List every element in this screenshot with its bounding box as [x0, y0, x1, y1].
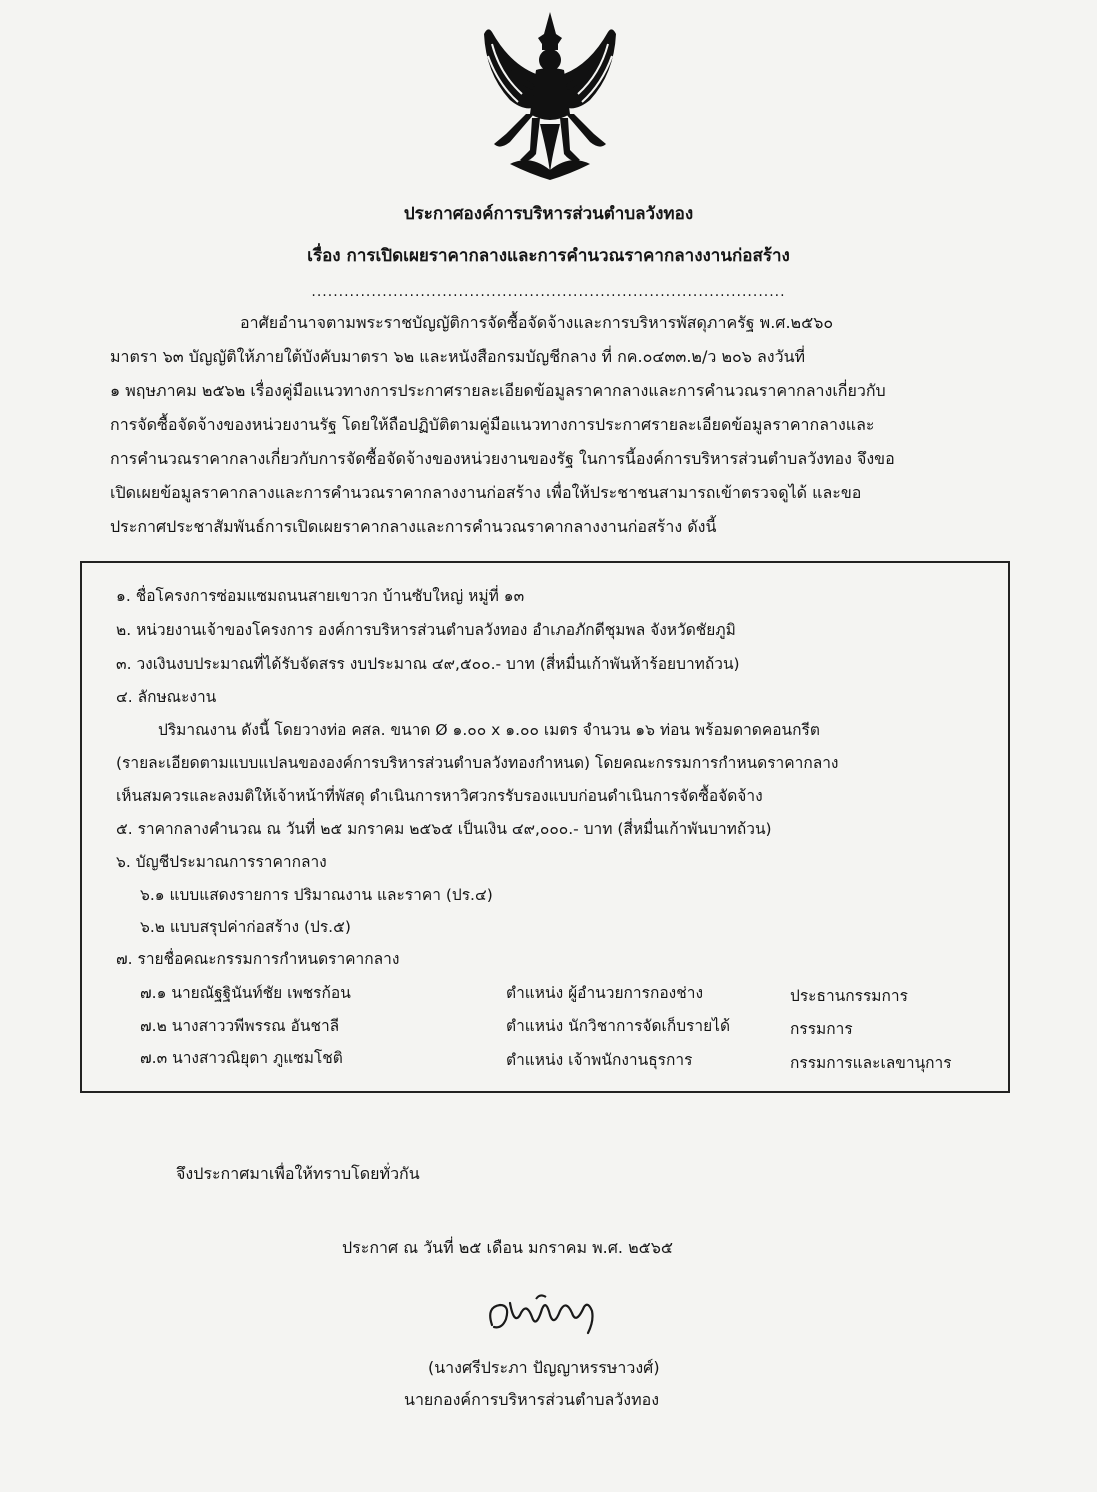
intro-line: ประกาศประชาสัมพันธ์การเปิดเผยราคากลางและการคำนวณราคากลางงานก่อสร้าง ดังนี้: [110, 517, 717, 536]
signature-icon: [480, 1285, 610, 1345]
intro-line: การคำนวณราคากลางเกี่ยวกับการจัดซื้อจัดจ้างของหน่วยงานของรัฐ ในการนี้องค์การบริหารส่วนตำบลวังทอง จึงขอ: [110, 449, 895, 468]
garuda-emblem-icon: [470, 4, 630, 184]
separator-dots: .......................................................................................: [311, 284, 786, 300]
committee-member-name: ๗.๓ นางสาวณิยุตา ภูแซมโชติ: [140, 1049, 343, 1067]
announcement-date: ประกาศ ณ วันที่ ๒๕ เดือน มกราคม พ.ศ. ๒๕๖๕: [342, 1238, 674, 1257]
intro-line: อาศัยอำนาจตามพระราชบัญญัติการจัดซื้อจัดจ้างและการบริหารพัสดุภาครัฐ พ.ศ.๒๕๖๐: [240, 313, 834, 332]
committee-member-name: ๗.๑ นายณัฐฐินันท์ชัย เพชรก้อน: [140, 984, 351, 1002]
estimate-subitem: ๖.๑ แบบแสดงรายการ ปริมาณงาน และราคา (ปร.๔): [140, 886, 493, 904]
announcement-title: ประกาศองค์การบริหารส่วนตำบลวังทอง: [403, 204, 694, 224]
work-description-line: เห็นสมควรและลงมติให้เจ้าหน้าที่พัสดุ ดำเนินการหาวิศวกรรับรองแบบก่อนดำเนินการจัดซื้อจัดจ้าง: [116, 787, 763, 805]
signatory-title: นายกองค์การบริหารส่วนตำบลวังทอง: [404, 1390, 660, 1409]
committee-header-item: ๗. รายชื่อคณะกรรมการกำหนดราคากลาง: [116, 950, 400, 968]
project-details-box: [80, 561, 1010, 1093]
intro-paragraph: [110, 306, 1010, 544]
committee-member-role: ประธานกรรมการ: [790, 987, 908, 1005]
intro-line: เปิดเผยข้อมูลราคากลางและการคำนวณราคากลางงานก่อสร้าง เพื่อให้ประชาชนสามารถเข้าตรวจดูได้ และขอ: [110, 483, 862, 502]
committee-member-role: กรรมการและเลขานุการ: [790, 1054, 952, 1072]
committee-member-position: ตำแหน่ง ผู้อำนวยการกองช่าง: [506, 984, 704, 1002]
announcement-subject: เรื่อง การเปิดเผยราคากลางและการคำนวณราคากลางงานก่อสร้าง: [307, 246, 790, 266]
estimate-subitem: ๖.๒ แบบสรุปค่าก่อสร้าง (ปร.๕): [140, 918, 351, 936]
committee-member-position: ตำแหน่ง เจ้าพนักงานธุรการ: [506, 1051, 693, 1069]
intro-line: มาตรา ๖๓ บัญญัติให้ภายใต้บังคับมาตรา ๖๒ และหนังสือกรมบัญชีกลาง ที่ กค.๐๔๓๓.๒/ว ๒๐๖ ลงวันที่: [110, 347, 806, 366]
signatory-name: (นางศรีประภา ปัญญาหรรษาวงศ์): [428, 1358, 660, 1377]
closing-statement: จึงประกาศมาเพื่อให้ทราบโดยทั่วกัน: [176, 1164, 420, 1183]
median-price-item: ๕. ราคากลางคำนวณ ณ วันที่ ๒๕ มกราคม ๒๕๖๕ เป็นเงิน ๔๙,๐๐๐.- บาท (สี่หมื่นเก้าพันบาทถ้วน): [116, 820, 772, 838]
work-type-item: ๔. ลักษณะงาน: [116, 688, 217, 706]
committee-member-position: ตำแหน่ง นักวิชาการจัดเก็บรายได้: [506, 1017, 731, 1035]
project-name-item: ๑. ชื่อโครงการซ่อมแซมถนนสายเขาวก บ้านซับใหญ่ หมู่ที่ ๑๓: [116, 587, 525, 605]
work-description-line: (รายละเอียดตามแบบแปลนขององค์การบริหารส่วนตำบลวังทองกำหนด) โดยคณะกรรมการกำหนดราคากลาง: [116, 754, 839, 772]
intro-line: การจัดซื้อจัดจ้างของหน่วยงานรัฐ โดยให้ถือปฏิบัติตามคู่มือแนวทางการประกาศรายละเอียดข้อมูลราคากลางและ: [110, 415, 875, 434]
intro-line: ๑ พฤษภาคม ๒๕๖๒ เรื่องคู่มือแนวทางการประกาศรายละเอียดข้อมูลราคากลางและการคำนวณราคากลางเกี่ยวกับ: [110, 381, 886, 400]
committee-member-name: ๗.๒ นางสาววพีพรรณ อันชาลี: [140, 1017, 340, 1035]
work-description-line: ปริมาณงาน ดังนี้ โดยวางท่อ คสล. ขนาด Ø ๑.๐๐ x ๑.๐๐ เมตร จำนวน ๑๖ ท่อน พร้อมดาดคอนกรีต: [158, 721, 820, 739]
budget-item: ๓. วงเงินงบประมาณที่ได้รับจัดสรร งบประมาณ ๔๙,๕๐๐.- บาท (สี่หมื่นเก้าพันห้าร้อยบาทถ้วน): [116, 655, 740, 673]
committee-member-role: กรรมการ: [790, 1020, 853, 1038]
estimate-list-item: ๖. บัญชีประมาณการราคากลาง: [116, 853, 327, 871]
project-owner-item: ๒. หน่วยงานเจ้าของโครงการ องค์การบริหารส่วนตำบลวังทอง อำเภอภักดีชุมพล จังหวัดชัยภูมิ: [116, 621, 736, 639]
